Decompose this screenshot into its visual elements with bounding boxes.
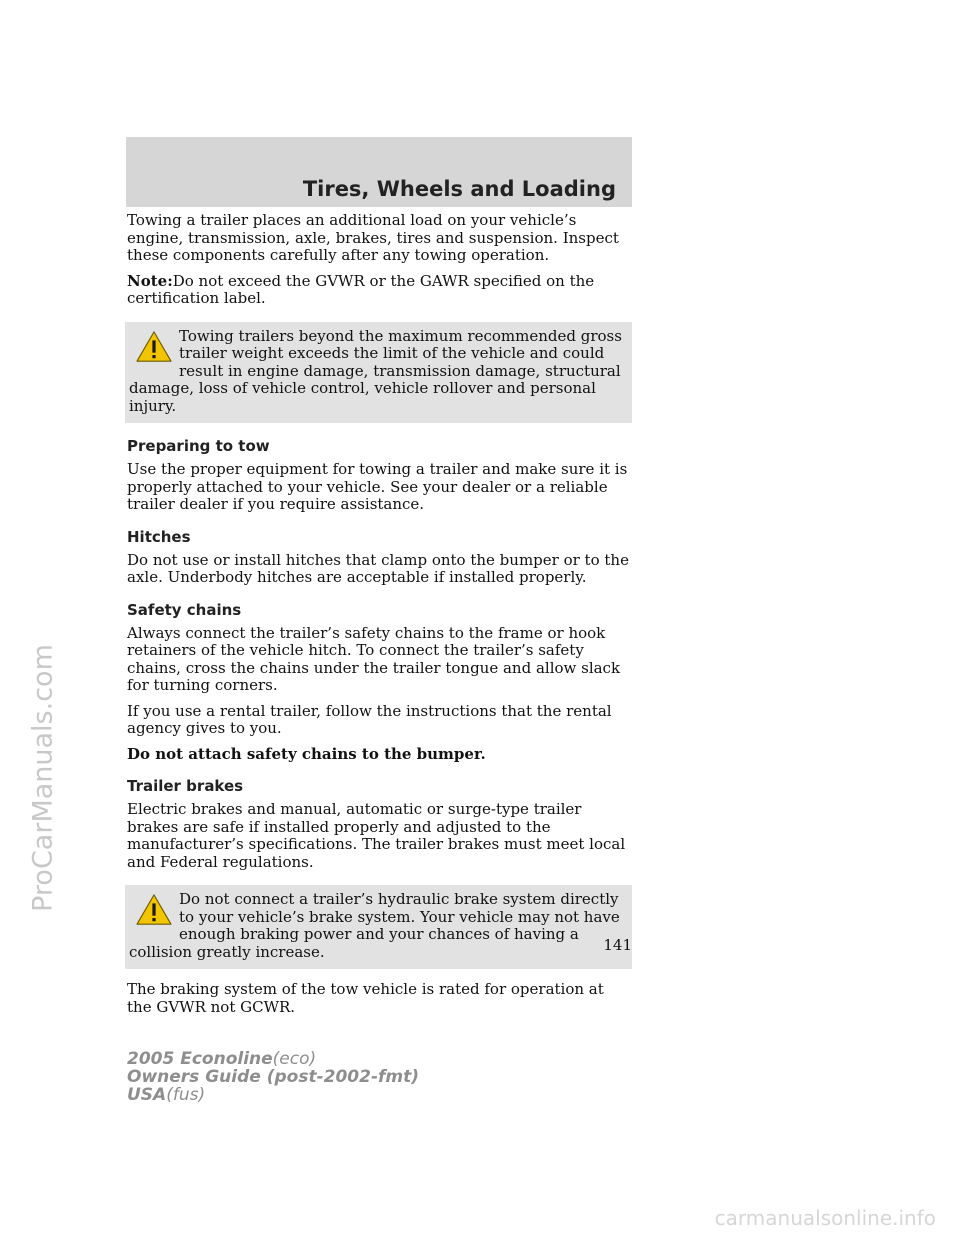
footer-model-code: (eco) [272,1049,317,1069]
page-number: 141 [603,936,632,954]
bottom-watermark: carmanualsonline.info [714,1206,936,1230]
note-text: Do not exceed the GVWR or the GAWR specified on the certification label. [127,271,595,307]
heading-trailer-brakes: Trailer brakes [127,777,244,795]
warning-text-overload: Towing trailers beyond the maximum recommended gross trailer weight exceeds the limit of the vehicle and could result in engine damage, transmission damage, structural damage, loss of vehicle control, vehicle rollover and personal injury. [129,326,622,415]
safety-paragraph-2: If you use a rental trailer, follow the instructions that the rental agency gives to you. [127,701,612,737]
footer-line-3 [127,1086,419,1104]
warning-triangle-icon [135,330,173,364]
heading-preparing-to-tow: Preparing to tow [127,437,270,455]
heading-hitches: Hitches [127,527,191,546]
document-footer [127,1050,419,1104]
warning-triangle-icon [135,893,173,927]
footer-line-2: Owners Guide (post-2002-fmt) [127,1067,420,1087]
warning-text-hydraulic: Do not connect a trailer’s hydraulic brake system directly to your vehicle’s brake system. Your vehicle may not have enough braking power and your chances of having a collision greatly increase. [129,890,620,961]
section-header [126,137,632,207]
footer-region-code: (fus) [166,1085,206,1105]
footer-model: 2005 Econoline [127,1049,273,1069]
footer-line-1 [127,1050,419,1068]
braking-paragraph: The braking system of the tow vehicle is rated for operation at the GVWR not GCWR. [127,980,604,1016]
hitches-paragraph: Do not use or install hitches that clamp onto the bumper or to the axle. Underbody hitches are acceptable if installed properly. [127,550,629,586]
note-paragraph [127,273,632,308]
footer-region: USA [127,1085,167,1105]
note-label: Note: [127,271,173,290]
page-content [127,212,632,1024]
preparing-paragraph: Use the proper equipment for towing a trailer and make sure it is properly attached to your vehicle. See your dealer or a reliable trailer dealer if you require assistance. [127,460,628,513]
warning-box-hydraulic [125,885,632,969]
brakes-paragraph: Electric brakes and manual, automatic or surge-type trailer brakes are safe if installed properly and adjusted to the manufacturer’s specifications. The trailer brakes must meet local and Federal regulations. [127,800,626,871]
safety-bold-paragraph: Do not attach safety chains to the bumper. [127,744,486,763]
intro-paragraph: Towing a trailer places an additional load on your vehicle’s engine, transmission, axle, brakes, tires and suspension. Inspect these components carefully after any towing operation. [127,211,619,264]
safety-paragraph-1: Always connect the trailer’s safety chains to the frame or hook retainers of the vehicle hitch. To connect the trailer’s safety chains, cross the chains under the trailer tongue and allow slack for turning corners. [127,623,621,694]
side-watermark: ProCarManuals.com [27,644,59,912]
warning-box-overload [125,322,632,424]
section-title: Tires, Wheels and Loading [302,177,616,201]
heading-safety-chains: Safety chains [127,600,242,619]
